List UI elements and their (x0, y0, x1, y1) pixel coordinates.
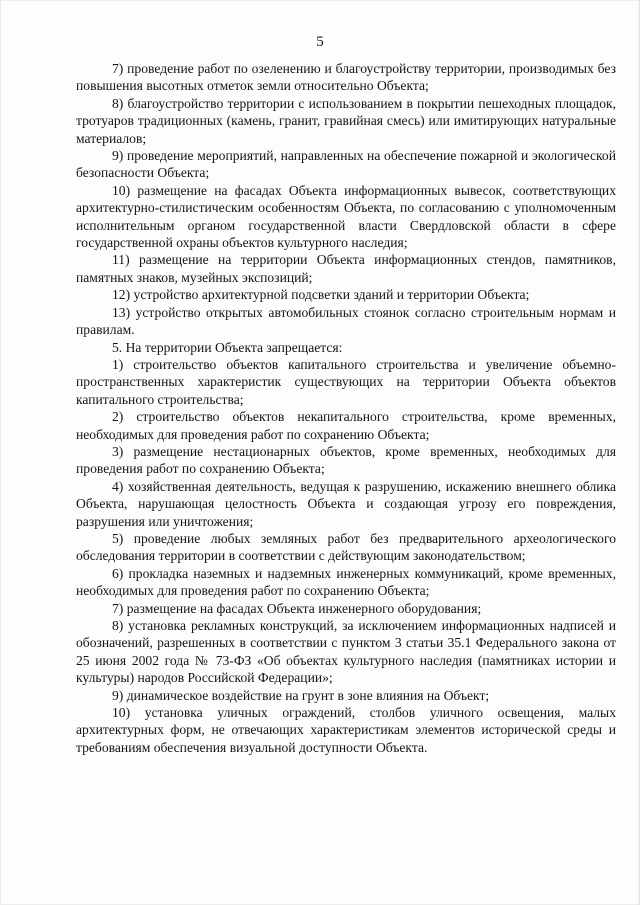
list-item-b-1: 1) строительство объектов капитального строительства и увеличение объемно-пространственных характеристик существующих на территории Объекта объектов капитального строительства; (76, 356, 616, 407)
list-item-b-4: 4) хозяйственная деятельность, ведущая к разрушению, искажению внешнего облика Объекта, нарушающая целостность Объекта и создающая угрозу его повреждения, разрушения или уничтожения; (76, 478, 616, 529)
list-item-a-9: 9) проведение мероприятий, направленных на обеспечение пожарной и экологической безопасности Объекта; (76, 148, 616, 181)
page-number: 5 (316, 34, 324, 50)
list-item-a-8: 8) благоустройство территории с использованием в покрытии пешеходных площадок, тротуаров традиционных (камень, гранит, гравийная смесь) или имитирующих натуральные материалов; (76, 95, 616, 146)
list-item-a-7: 7) проведение работ по озеленению и благоустройству территории, производимых без повышения высотных отметок земли относительно Объекта; (76, 61, 616, 94)
list-item-b-8: 8) установка рекламных конструкций, за исключением информационных надписей и обозначений, разрешенных в соответствии с пунктом 3 статьи 35.1 Федерального закона от 25 июня 2002 года № 73-ФЗ «Об объектах культурного наследия (памятниках истории и культуры) народов Российской Федерации»; (76, 618, 616, 686)
list-item-b-7: 7) размещение на фасадах Объекта инженерного оборудования; (112, 600, 482, 616)
list-item-a-13: 13) устройство открытых автомобильных стоянок согласно строительным нормам и правилам. (76, 304, 616, 338)
document-body (76, 60, 616, 756)
list-item-a-11: 11) размещение на территории Объекта информационных стендов, памятников, памятных знаков, музейных экспозиций; (76, 252, 616, 285)
list-item-b-9: 9) динамическое воздействие на грунт в зоне влияния на Объект; (112, 687, 490, 703)
list-item-b-3: 3) размещение нестационарных объектов, кроме временных, необходимых для проведения работ по сохранению Объекта; (76, 443, 616, 477)
section-heading: 5. На территории Объекта запрещается: (112, 339, 343, 355)
list-item-a-12: 12) устройство архитектурной подсветки зданий и территории Объекта; (112, 287, 530, 303)
list-item-b-5: 5) проведение любых земляных работ без предварительного археологического обследования территории в соответствии с действующим законодательством; (76, 530, 616, 564)
list-item-a-10: 10) размещение на фасадах Объекта информационных вывесок, соответствующих архитектурно-стилистическим особенностям Объекта, по согласованию с уполномоченным исполнительным органом государственной власти Свердловской области в сфере государственной охраны объектов культурного наследия; (76, 182, 616, 251)
list-item-b-6: 6) прокладка наземных и надземных инженерных коммуникаций, кроме временных, необходимых для проведения работ по сохранению Объекта; (76, 565, 616, 599)
list-item-b-10: 10) установка уличных ограждений, столбов уличного освещения, малых архитектурных форм, не отвечающих характеристикам элементов исторической среды и требованиям обеспечения визуальной доступности Объекта. (76, 705, 616, 755)
list-item-b-2: 2) строительство объектов некапитального строительства, кроме временных, необходимых для проведения работ по сохранению Объекта; (76, 409, 616, 442)
